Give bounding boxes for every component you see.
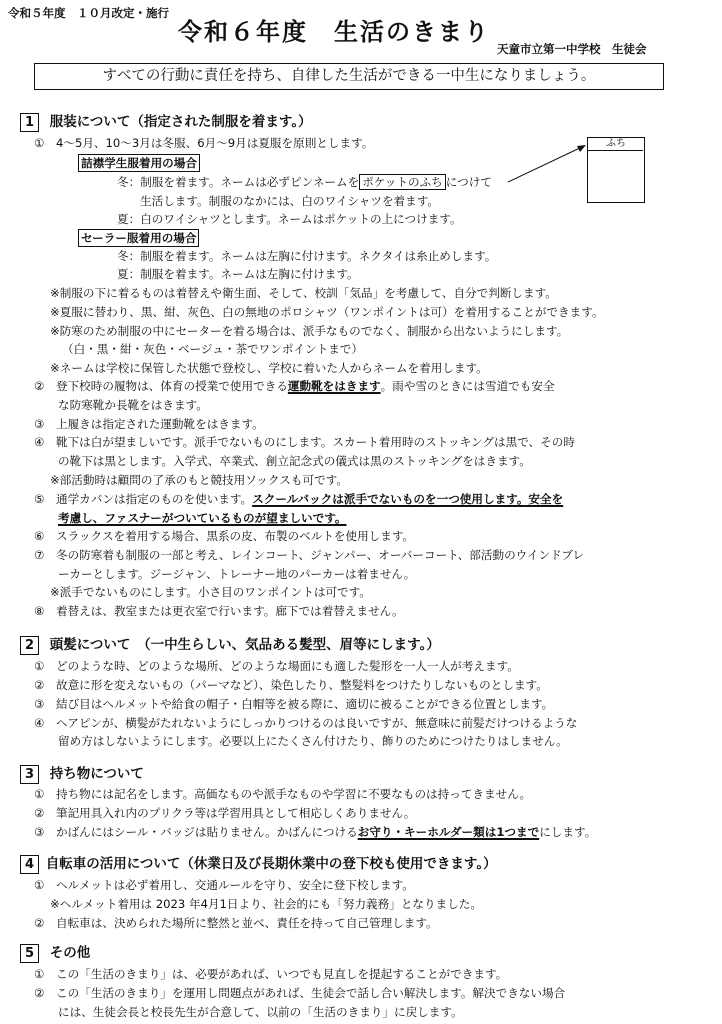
bag-rule-text: ③ かばんにはシール・バッジは貼りません。かばんにつける bbox=[34, 825, 358, 839]
section-title: 服装について（指定された制服を着ます。） bbox=[49, 114, 312, 130]
other-item-2: ② この「生活のきまり」を運用し問題点があれば、生徒会で話し合い解決します。解決できない場合 bbox=[34, 986, 566, 1000]
clothing-note-4: ※ネームは学校に保管した状態で登校し、学校に着いた人からネームを着用します。 bbox=[50, 361, 488, 375]
shoes-text: ② 登下校時の履物は、体育の授業で使用できる bbox=[34, 379, 288, 393]
section-number: 4 bbox=[20, 855, 39, 874]
hair-item-3: ③ 結び目はヘルメットや給食の帽子・白帽等を被る際に、適切に被ることができる位置とします。 bbox=[34, 697, 554, 711]
school-name: 天童市立第一中学校 生徒会 bbox=[497, 42, 647, 56]
clothing-note-3b: （白・黒・紺・灰色・ベージュ・茶でワンポイントまで） bbox=[62, 342, 363, 356]
clothing-item-4c: ※部活動時は顧問の了承のもと競技用ソックスも可です。 bbox=[50, 473, 348, 487]
page-title: 令和６年度 生活のきまり bbox=[178, 18, 490, 46]
sailor-summer-line: 夏：制服を着ます。ネームは左胸に付けます。 bbox=[117, 267, 359, 281]
section-2-heading bbox=[20, 636, 440, 655]
clothing-note-2: ※夏服に替わり、黒、紺、灰色、白の無地のポロシャツ（ワンポイントは可）を着用することができます。 bbox=[50, 305, 604, 319]
clothing-item-5 bbox=[34, 491, 563, 507]
clothing-item-6: ⑥ スラックスを着用する場合、黒系の皮、布製のベルトを使用します。 bbox=[34, 529, 415, 543]
clothing-item-8: ⑧ 着替えは、教室または更衣室で行います。廊下では着替えません。 bbox=[34, 604, 404, 618]
other-item-2b: には、生徒会長と校長先生が合意して、以前の「生活のきまり」に戻します。 bbox=[58, 1005, 463, 1019]
pocket-edge-label: ポケットのふち bbox=[359, 174, 446, 190]
bicycle-item-1: ① ヘルメットは必ず着用し、交通ルールを守り、安全に登下校します。 bbox=[34, 878, 414, 892]
bag-rule-text-end: にします。 bbox=[539, 825, 597, 839]
section-3-heading bbox=[20, 765, 144, 784]
section-title: その他 bbox=[49, 945, 91, 961]
bicycle-note: ※ヘルメット着用は 2023 年4月1日より、社会的にも「努力義務」となりました。 bbox=[50, 897, 482, 911]
sailor-heading: セーラー服着用の場合 bbox=[78, 229, 199, 247]
keychain-emphasis: お守り・キーホルダー類は1つまで bbox=[357, 825, 540, 839]
belongings-item-2: ② 筆記用具入れ内のプリクラ等は学習用具として相応しくありません。 bbox=[34, 806, 416, 820]
bag-emphasis: スクールバックは派手でないものを一つ使用します。安全を bbox=[252, 492, 564, 506]
clothing-item-7c: ※派手でないものにします。小さ目のワンポイントは可です。 bbox=[50, 585, 371, 599]
motto-banner: すべての行動に責任を持ち、自律した生活ができる一中生になりましょう。 bbox=[34, 63, 664, 90]
section-title: 頭髪について （一中生らしい、気品ある髪型、眉等にします。） bbox=[49, 637, 440, 653]
section-title: 自転車の活用について（休業日及び長期休業中の登下校も使用できます。） bbox=[45, 856, 497, 872]
clothing-note-3: ※防寒のため制服の中にセーターを着る場合は、派手なものでなく、制服から出ないようにします。 bbox=[50, 324, 569, 338]
bag-text: ⑤ 通学カバンは指定のものを使います。 bbox=[34, 492, 253, 506]
belongings-item-3 bbox=[34, 824, 596, 840]
bicycle-item-2: ② 自転車は、決められた場所に整然と並べ、責任を持って自己管理します。 bbox=[34, 916, 438, 930]
tsume-winter-text-end: につけて bbox=[445, 175, 492, 189]
clothing-item-5b: 考慮し、ファスナーがついているものが望ましいです。 bbox=[58, 511, 347, 525]
clothing-item-3: ③ 上履きは指定された運動靴をはきます。 bbox=[34, 417, 264, 431]
clothing-note-1: ※制服の下に着るものは着替えや衛生面、そして、校訓「気品」を考慮して、自分で判断します。 bbox=[50, 286, 557, 300]
section-number: 2 bbox=[20, 636, 39, 655]
pocket-edge-caption: ふち bbox=[606, 138, 626, 149]
section-number: 1 bbox=[20, 113, 39, 132]
section-5-heading bbox=[20, 944, 90, 963]
clothing-item-2 bbox=[34, 378, 555, 394]
hair-item-1: ① どのような時、どのような場所、どのような場面にも適した髪形を一人一人が考えます。 bbox=[34, 659, 519, 673]
clothing-item-2b: な防寒靴か長靴をはきます。 bbox=[58, 398, 208, 412]
section-number: 3 bbox=[20, 765, 39, 784]
revision-note: 令和５年度 １０月改定・施行 bbox=[8, 6, 169, 20]
clothing-item-7b: ーカーとします。ジージャン、トレーナー地のパーカーは着ません。 bbox=[58, 567, 416, 581]
shoes-text-end: 。雨や雪のときには雪道でも安全 bbox=[380, 379, 555, 393]
clothing-item-4: ④ 靴下は白が望ましいです。派手でないものにします。スカート着用時のストッキングは黒で、その時 bbox=[34, 435, 575, 449]
hair-item-4: ④ ヘアピンが、横髪がたれないようにしっかりつけるのは良いですが、無意味に前髪だけつけるような bbox=[34, 716, 578, 730]
hair-item-2: ② 故意に形を変えないもの（パーマなど）、染色したり、整髪料をつけたりしないものとします。 bbox=[34, 678, 548, 692]
sailor-winter-line: 冬：制服を着ます。ネームは左胸に付けます。ネクタイは糸止めします。 bbox=[117, 249, 497, 263]
tsume-winter-text: 冬：制服を着ます。ネームは必ずピンネームを bbox=[117, 175, 360, 189]
pointer-arrow bbox=[0, 0, 722, 300]
section-number: 5 bbox=[20, 944, 39, 963]
clothing-item-1: ① 4～5月、10～3月は冬服、6月～9月は夏服を原則とします。 bbox=[34, 136, 374, 150]
section-title: 持ち物について bbox=[49, 766, 144, 782]
other-item-1: ① この「生活のきまり」は、必要があれば、いつでも見直しを提起することができます。 bbox=[34, 967, 508, 981]
tsume-winter-line-2: 生活します。制服のなかには、白のワイシャツを着ます。 bbox=[140, 194, 440, 208]
shoes-emphasis: 運動靴をはきます bbox=[287, 379, 381, 393]
section-4-heading bbox=[20, 855, 497, 874]
hair-item-4b: 留め方はしないようにします。必要以上にたくさん付けたり、飾りのためにつけたりはしません。 bbox=[58, 734, 568, 748]
tsume-summer-line: 夏：白のワイシャツとします。ネームはポケットの上につけます。 bbox=[117, 212, 462, 226]
tsume-heading: 詰襟学生服着用の場合 bbox=[78, 154, 200, 172]
clothing-item-7: ⑦ 冬の防寒着も制服の一部と考え、レインコート、ジャンパー、オーバーコート、部活動のウインドブレ bbox=[34, 548, 585, 562]
belongings-item-1: ① 持ち物には記名をします。高価なものや派手なものや学習に不要なものは持ってきません。 bbox=[34, 787, 532, 801]
clothing-item-4b: の靴下は黒とします。入学式、卒業式、創立記念式の儀式は黒のストッキングをはきます。 bbox=[58, 454, 531, 468]
